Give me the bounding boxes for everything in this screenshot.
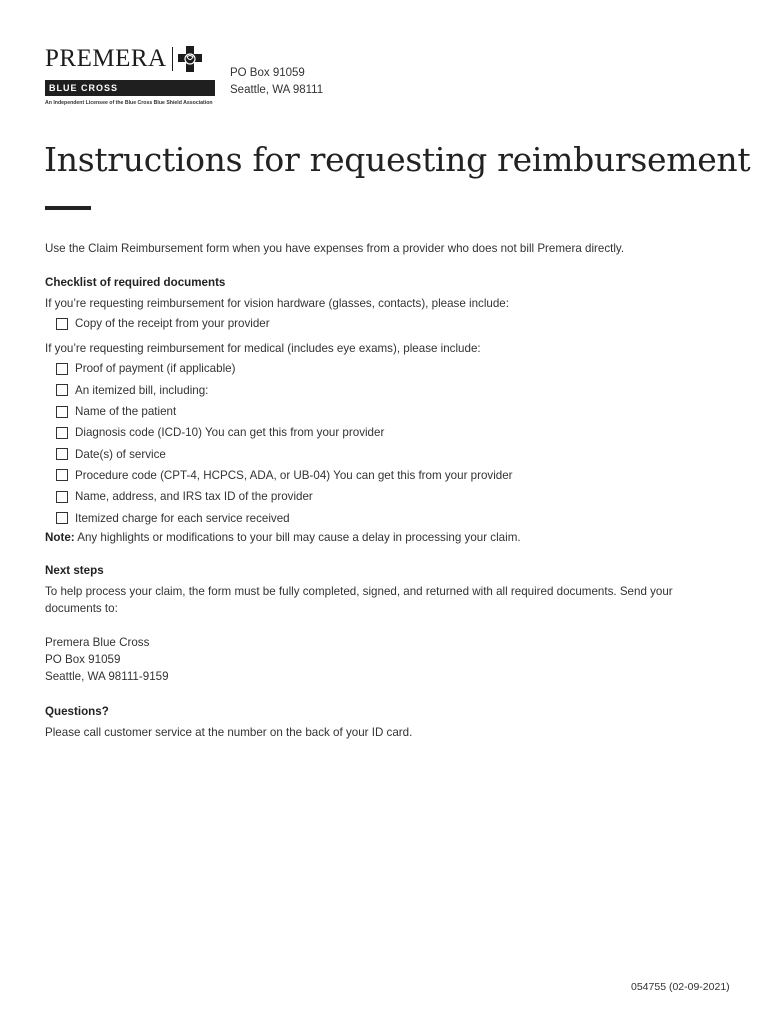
note-label: Note: bbox=[45, 530, 75, 544]
title-rule bbox=[45, 206, 91, 210]
checklist-heading: Checklist of required documents bbox=[45, 276, 226, 289]
checkbox[interactable] bbox=[56, 318, 68, 330]
checklist-item bbox=[45, 401, 695, 422]
checklist-item bbox=[45, 443, 695, 464]
vision-intro: If you’re requesting reimbursement for vision hardware (glasses, contacts), please include: bbox=[45, 297, 509, 310]
checkbox[interactable] bbox=[56, 512, 68, 524]
form-code: 054755 (02-09-2021) bbox=[631, 981, 730, 993]
header-address-line2: Seattle, WA 98111 bbox=[230, 84, 324, 96]
logo-wordmark: PREMERA bbox=[45, 45, 167, 72]
premera-logo bbox=[45, 44, 215, 106]
intro-text: Use the Claim Reimbursement form when you have expenses from a provider who does not bill Premera directly. bbox=[45, 242, 625, 255]
checkbox[interactable] bbox=[56, 406, 68, 418]
medical-intro: If you’re requesting reimbursement for medical (includes eye exams), please include: bbox=[45, 342, 481, 356]
checklist-item-label: Itemized charge for each service received bbox=[75, 511, 290, 525]
note bbox=[45, 529, 695, 546]
vision-checklist bbox=[45, 313, 695, 334]
mailing-address-line: Seattle, WA 98111-9159 bbox=[45, 669, 169, 683]
page-title: Instructions for requesting reimbursement bbox=[44, 140, 751, 179]
checkbox[interactable] bbox=[56, 427, 68, 439]
checkbox[interactable] bbox=[56, 491, 68, 503]
checklist-item bbox=[45, 358, 695, 379]
checklist-item bbox=[45, 465, 695, 486]
checkbox[interactable] bbox=[56, 448, 68, 460]
checklist-item-label: Date(s) of service bbox=[75, 447, 166, 461]
checkbox[interactable] bbox=[56, 363, 68, 375]
checklist-item-label: An itemized bill, including: bbox=[75, 383, 209, 397]
checklist-item-label: Procedure code (CPT-4, HCPCS, ADA, or UB-04) You can get this from your provider bbox=[75, 468, 513, 482]
checklist-item bbox=[45, 422, 695, 443]
questions-heading: Questions? bbox=[45, 704, 109, 718]
checklist-item-label: Proof of payment (if applicable) bbox=[75, 362, 236, 376]
checklist-item-label: Name, address, and IRS tax ID of the provider bbox=[75, 490, 313, 504]
note-text: Any highlights or modifications to your bill may cause a delay in processing your claim. bbox=[77, 530, 521, 544]
header-address bbox=[230, 65, 323, 99]
checklist-item-label: Diagnosis code (ICD-10) You can get this from your provider bbox=[75, 426, 385, 440]
logo-divider bbox=[172, 47, 173, 71]
checklist-item bbox=[45, 380, 695, 401]
next-steps-text: To help process your claim, the form must be fully completed, signed, and returned with all required documents. Send your documents to: bbox=[45, 584, 673, 615]
next-steps-heading: Next steps bbox=[45, 563, 104, 577]
checklist-item bbox=[45, 507, 695, 528]
mailing-address-line: Premera Blue Cross bbox=[45, 635, 150, 649]
logo-bar: BLUE CROSS bbox=[45, 80, 215, 96]
checklist-item bbox=[45, 486, 695, 507]
checklist-item-label: Copy of the receipt from your provider bbox=[75, 317, 270, 331]
checkbox[interactable] bbox=[56, 384, 68, 396]
questions-text: Please call customer service at the number on the back of your ID card. bbox=[45, 725, 413, 739]
checkbox[interactable] bbox=[56, 469, 68, 481]
logo-tagline: An Independent Licensee of the Blue Cross Blue Shield Association bbox=[45, 100, 213, 106]
header-address-line1: PO Box 91059 bbox=[230, 67, 305, 79]
mailing-address bbox=[45, 634, 695, 685]
medical-checklist bbox=[45, 358, 695, 528]
mailing-address-line: PO Box 91059 bbox=[45, 652, 121, 666]
checklist-item-label: Name of the patient bbox=[75, 405, 177, 419]
blue-cross-icon bbox=[178, 46, 202, 72]
document-body bbox=[45, 240, 695, 741]
checklist-item bbox=[45, 313, 695, 334]
